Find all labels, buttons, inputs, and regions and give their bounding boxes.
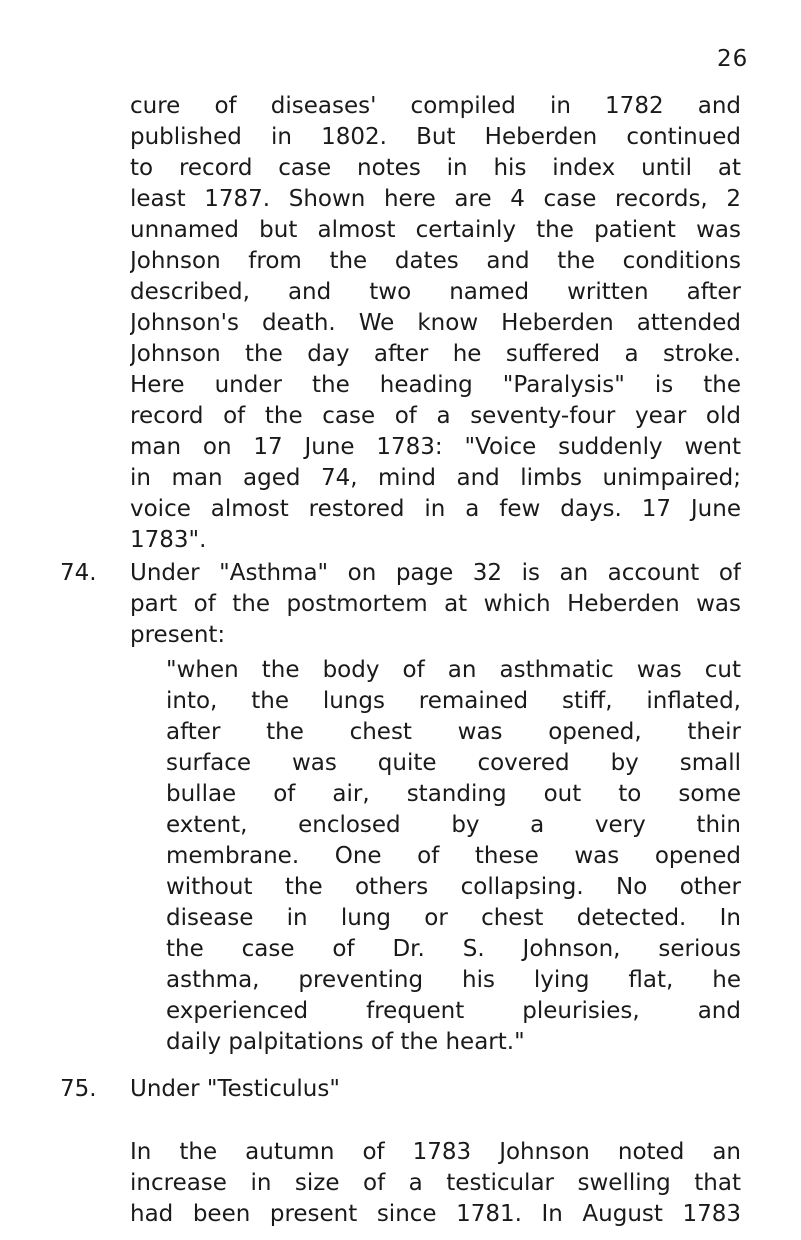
- quote-line: daily palpitations of the heart.": [166, 1029, 525, 1055]
- intro-line: voice almost restored in a few days. 17 June: [130, 496, 741, 522]
- item-line: In the autumn of 1783 Johnson noted an: [130, 1139, 741, 1165]
- intro-line: cure of diseases' compiled in 1782 and: [130, 93, 741, 119]
- page-number: 26: [717, 46, 749, 72]
- quote-line: into, the lungs remained stiff, inflated,: [166, 688, 741, 714]
- intro-line: in man aged 74, mind and limbs unimpaired;: [130, 465, 741, 491]
- intro-line: published in 1802. But Heberden continued: [130, 124, 741, 150]
- quote-line: membrane. One of these was opened: [166, 843, 741, 869]
- intro-line: Here under the heading "Paralysis" is the: [130, 372, 741, 398]
- intro-line: man on 17 June 1783: "Voice suddenly went: [130, 434, 741, 460]
- quote-line: the case of Dr. S. Johnson, serious: [166, 936, 741, 962]
- quote-line: surface was quite covered by small: [166, 750, 741, 776]
- item-number: 75.: [60, 1076, 97, 1102]
- quote-line: asthma, preventing his lying flat, he: [166, 967, 741, 993]
- quote-line: after the chest was opened, their: [166, 719, 741, 745]
- quote-line: extent, enclosed by a very thin: [166, 812, 741, 838]
- intro-line: record of the case of a seventy-four year old: [130, 403, 741, 429]
- quote-line: "when the body of an asthmatic was cut: [166, 657, 741, 683]
- intro-line: least 1787. Shown here are 4 case records, 2: [130, 186, 741, 212]
- quote-line: bullae of air, standing out to some: [166, 781, 741, 807]
- item-line: had been present since 1781. In August 1783: [130, 1201, 741, 1227]
- item-line: increase in size of a testicular swelling that: [130, 1170, 741, 1196]
- item-number: 74.: [60, 560, 97, 586]
- intro-line: Johnson the day after he suffered a stroke.: [130, 341, 741, 367]
- intro-line: 1783".: [130, 527, 207, 553]
- intro-line: to record case notes in his index until at: [130, 155, 741, 181]
- quote-line: experienced frequent pleurisies, and: [166, 998, 741, 1024]
- intro-line: Johnson's death. We know Heberden attended: [130, 310, 741, 336]
- item-line: part of the postmortem at which Heberden was: [130, 591, 741, 617]
- item-line: present:: [130, 622, 226, 648]
- intro-line: unnamed but almost certainly the patient was: [130, 217, 741, 243]
- intro-line: described, and two named written after: [130, 279, 741, 305]
- quote-line: without the others collapsing. No other: [166, 874, 741, 900]
- item-heading: Under "Testiculus": [130, 1076, 340, 1102]
- intro-line: Johnson from the dates and the conditions: [130, 248, 741, 274]
- quote-line: disease in lung or chest detected. In: [166, 905, 741, 931]
- item-line: Under "Asthma" on page 32 is an account of: [130, 560, 741, 586]
